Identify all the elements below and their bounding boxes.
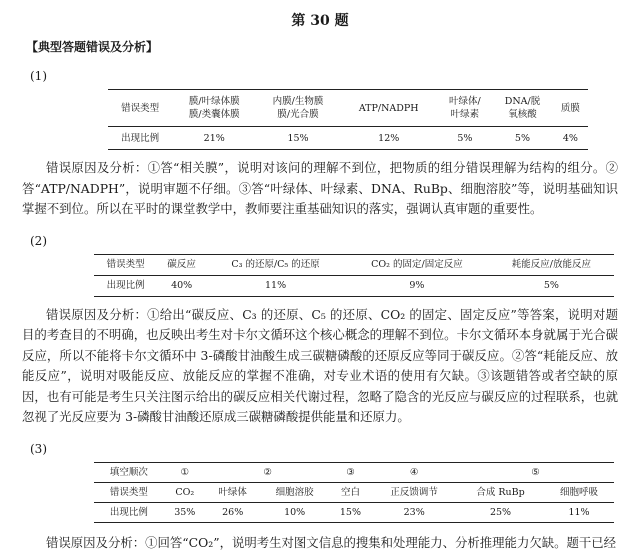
table-cell: 4%: [553, 127, 588, 150]
table-cell: 出现比例: [108, 127, 172, 150]
error-table-1: [108, 89, 588, 150]
table-cell: 10%: [260, 502, 330, 522]
table-cell: 细胞呼吸: [544, 482, 614, 502]
table-cell: ATP/NADPH: [340, 90, 438, 127]
table-cell: ②: [206, 462, 330, 482]
table-cell: 叶绿体: [206, 482, 260, 502]
table-cell: 细胞溶胶: [260, 482, 330, 502]
table-cell: ①: [164, 462, 206, 482]
table-cell: CO₂: [164, 482, 206, 502]
table-cell: 23%: [371, 502, 457, 522]
table-cell: 40%: [157, 275, 206, 296]
table-cell: 叶绿体/ 叶绿素: [438, 90, 493, 127]
error-table-3: [94, 462, 614, 523]
analysis-paragraph-2: 错误原因及分析：①给出“碳反应、C₃ 的还原、C₅ 的还原、CO₂ 的固定、固定反应”等答案，说明对题目的考查目的不明确，也反映出考生对卡尔文循环这个核心概念的理解不到位。卡尔文循环本身就属于光合碳反应，所以不能将卡尔文循环中 3-磷酸甘油酸生成三碳糖磷酸的还原反应等同于碳反应。②答“耗能反应、放能反应”，说明对吸能反应、放能反应的掌握不准确，对专业术语的使用有欠缺。③该题错答或者空缺的原因，也有可能是考生只关注图示给出的碳反应相关代谢过程，忽略了隐含的光反应与碳反应的过程联系，也就忽视了光反应要为 3-磷酸甘油酸还原成三碳糖磷酸提供能量和还原力。: [22, 305, 618, 428]
section-2-label: (2): [30, 234, 618, 248]
table-cell: 9%: [345, 275, 489, 296]
table-cell: 错误类型: [94, 254, 157, 275]
question-title: 第 30 题: [22, 0, 618, 32]
table-cell: 空白: [330, 482, 372, 502]
section-heading: 【典型答题错误及分析】: [26, 38, 618, 55]
table-cell: 11%: [544, 502, 614, 522]
table-cell: 5%: [438, 127, 493, 150]
table-cell: 错误类型: [94, 482, 164, 502]
table-row: [94, 275, 614, 296]
table-cell: ③: [330, 462, 372, 482]
table-row: [108, 127, 588, 150]
table-cell: 5%: [492, 127, 552, 150]
table-cell: 出现比例: [94, 502, 164, 522]
table-cell: 合成 RuBp: [457, 482, 544, 502]
table-cell: 质膜: [553, 90, 588, 127]
table-cell: 出现比例: [94, 275, 157, 296]
table-cell: ⑤: [457, 462, 614, 482]
table-row: [94, 482, 614, 502]
table-cell: 21%: [172, 127, 256, 150]
table-cell: ④: [371, 462, 457, 482]
section-3-label: (3): [30, 442, 618, 456]
table-cell: 错误类型: [108, 90, 172, 127]
table-row: [94, 502, 614, 522]
table-cell: 膜/叶绿体膜 膜/类囊体膜: [172, 90, 256, 127]
section-1-label: (1): [30, 69, 618, 83]
table-cell: 12%: [340, 127, 438, 150]
table-cell: CO₂ 的固定/固定反应: [345, 254, 489, 275]
table-cell: 正反馈调节: [371, 482, 457, 502]
table-cell: 15%: [256, 127, 340, 150]
table-cell: 11%: [206, 275, 345, 296]
table-cell: 25%: [457, 502, 544, 522]
table-cell: 26%: [206, 502, 260, 522]
error-table-2: [94, 254, 614, 297]
table-cell: 内膜/生物膜 膜/光合膜: [256, 90, 340, 127]
analysis-paragraph-1: 错误原因及分析：①答“相关膜”，说明对该问的理解不到位，把物质的组分错误理解为结构的组分。②答“ATP/NADPH”，说明审题不仔细。③答“叶绿体、叶绿素、DNA、RuBp、细胞溶胶”等，说明基础知识掌握不到位。所以在平时的课堂教学中，教师要注重基础知识的落实，强调认真审题的重要性。: [22, 158, 618, 220]
table-cell: 15%: [330, 502, 372, 522]
table-cell: DNA/脱 氧核酸: [492, 90, 552, 127]
table-header-row: [108, 90, 588, 127]
table-cell: 填空顺次: [94, 462, 164, 482]
table-cell: C₃ 的还原/C₅ 的还原: [206, 254, 345, 275]
table-header-row: [94, 254, 614, 275]
table-order-row: [94, 462, 614, 482]
analysis-paragraph-3: 错误原因及分析：①回答“CO₂”，说明考生对图文信息的搜集和处理能力、分析推理能力欠缺。题干已经: [22, 533, 618, 553]
table-cell: 5%: [489, 275, 614, 296]
table-cell: 35%: [164, 502, 206, 522]
table-cell: 碳反应: [157, 254, 206, 275]
table-cell: 耗能反应/放能反应: [489, 254, 614, 275]
